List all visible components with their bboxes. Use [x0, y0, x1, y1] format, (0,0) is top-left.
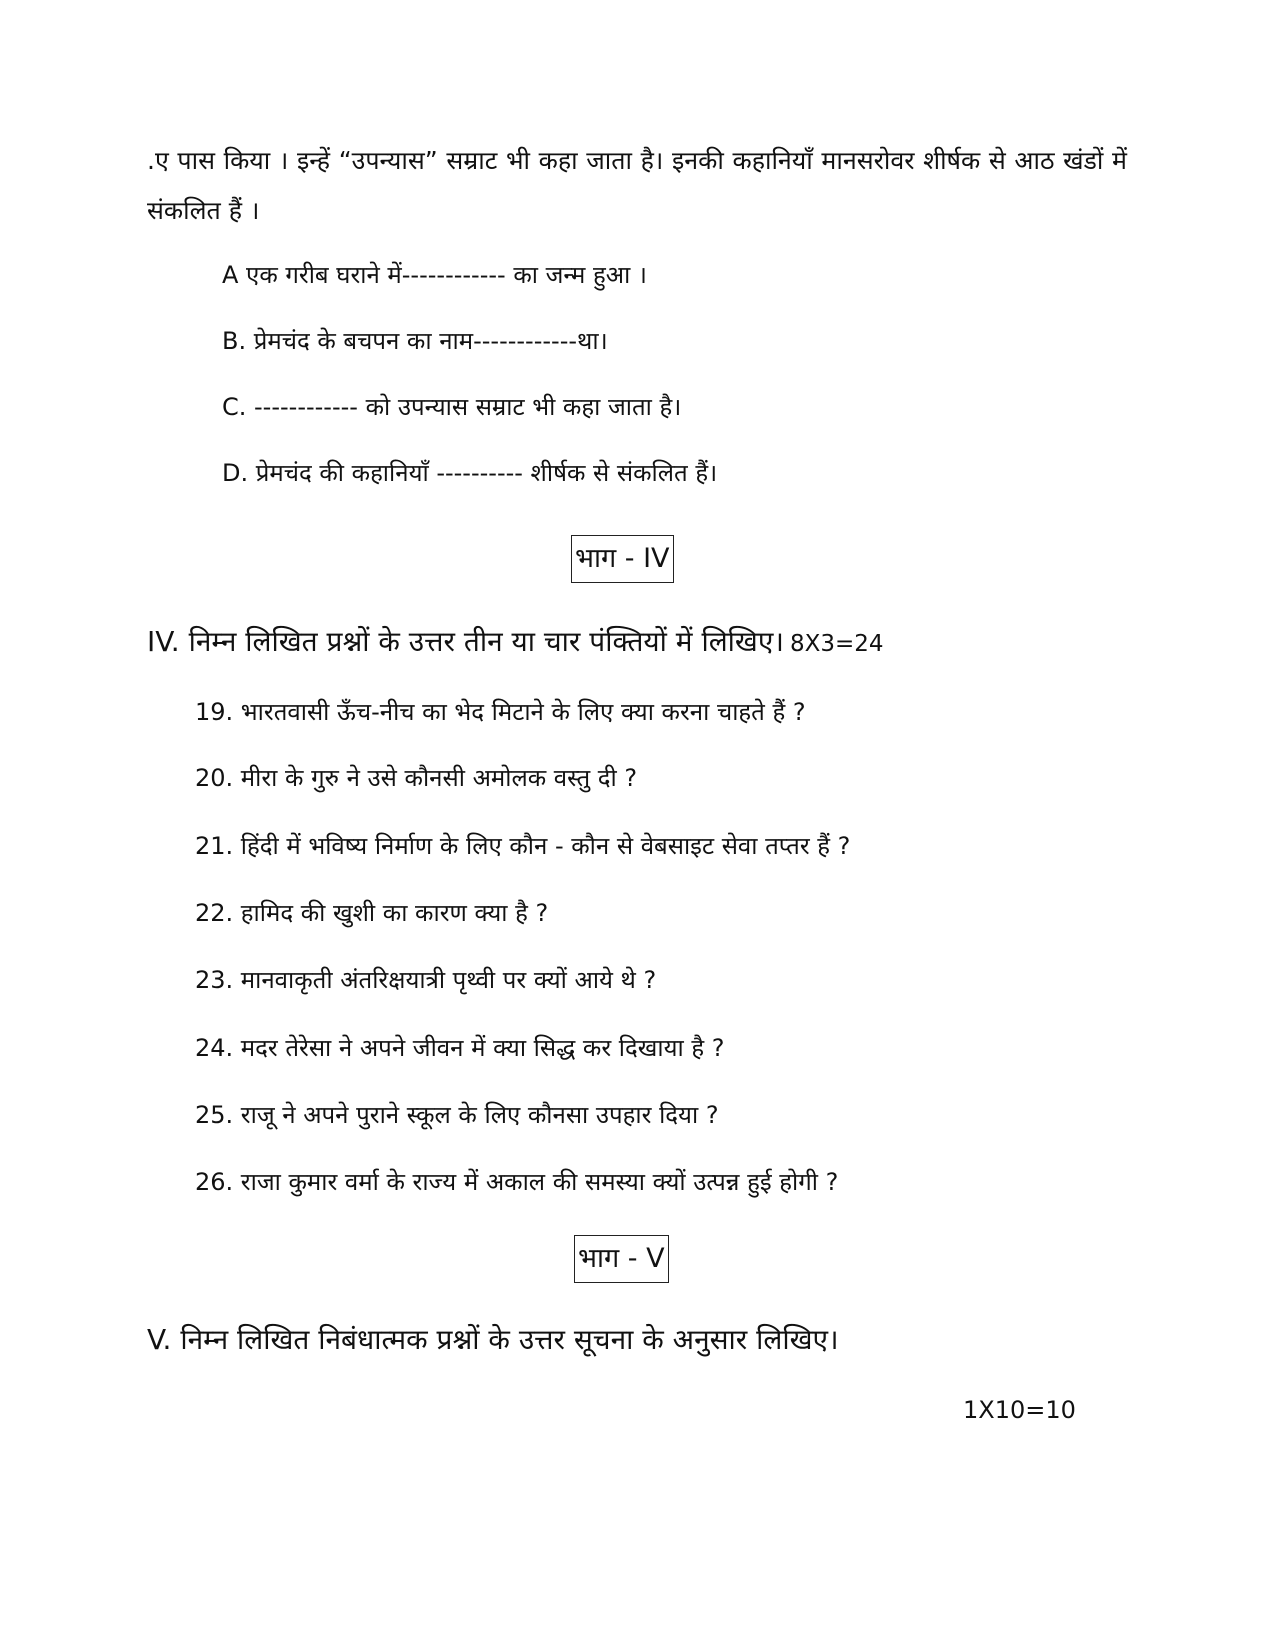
section-iv-marks: 8X3=24	[789, 631, 884, 657]
question-21: 21. हिंदी में भविष्य निर्माण के लिए कौन - कौन से वेबसाइट सेवा तप्तर हैं ?	[195, 832, 851, 860]
question-24: 24. मदर तेरेसा ने अपने जीवन में क्या सिद्ध कर दिखाया है ?	[195, 1034, 725, 1062]
fill-blank-c: C. ------------ को उपन्यास सम्राट भी कहा जाता है।	[222, 393, 682, 421]
section-iv-instruction: IV. निम्न लिखित प्रश्नों के उत्तर तीन या चार पंक्तियों में लिखिए।	[147, 625, 784, 658]
question-25: 25. राजू ने अपने पुराने स्कूल के लिए कौनसा उपहार दिया ?	[195, 1101, 719, 1129]
question-22: 22. हामिद की खुशी का कारण क्या है ?	[195, 899, 549, 927]
question-19: 19. भारतवासी ऊँच-नीच का भेद मिटाने के लिए क्या करना चाहते हैं ?	[195, 698, 806, 726]
question-23: 23. मानवाकृती अंतरिक्षयात्री पृथ्वी पर क्यों आये थे ?	[195, 966, 657, 994]
section-v-instruction: V. निम्न लिखित निबंधात्मक प्रश्नों के उत्तर सूचना के अनुसार लिखिए।	[147, 1323, 839, 1356]
section-v-title: भाग - V	[574, 1235, 669, 1283]
fill-blank-d: D. प्रेमचंद की कहानियाँ ---------- शीर्षक से संकलित हैं।	[222, 459, 718, 487]
section-iv-title: भाग - IV	[571, 535, 674, 583]
question-26: 26. राजा कुमार वर्मा के राज्य में अकाल की समस्या क्यों उत्पन्न हुई होगी ?	[195, 1168, 839, 1196]
fill-blank-b: B. प्रेमचंद के बचपन का नाम------------था।	[222, 327, 608, 355]
section-v-marks: 1X10=10	[963, 1396, 1076, 1424]
question-20: 20. मीरा के गुरु ने उसे कौनसी अमोलक वस्तु दी ?	[195, 764, 638, 792]
section-iv-instruction-line	[147, 622, 884, 660]
intro-paragraph: .ए पास किया । इन्हें “उपन्यास” सम्राट भी कहा जाता है। इनकी कहानियाँ मानसरोवर शीर्षक से आठ खंडों में संकलित हैं ।	[147, 146, 1127, 225]
fill-blank-a: A एक गरीब घराने में------------ का जन्म हुआ ।	[222, 261, 648, 289]
